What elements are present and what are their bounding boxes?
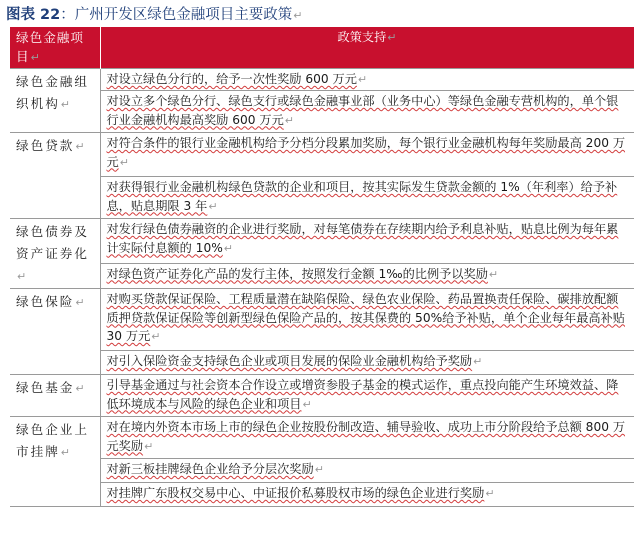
policy-text: 对发行绿色债券融资的企业进行奖励，对每笔债券在存续期内给予利息补贴，贴息比例为每年累计实际付息额的 10% <box>106 222 619 255</box>
policy-cell <box>100 459 634 483</box>
paragraph-mark: ↵ <box>75 296 87 309</box>
table-row <box>10 351 634 375</box>
paragraph-mark: ↵ <box>314 463 324 476</box>
paragraph-mark: ↵ <box>223 241 233 255</box>
policy-text: 对新三板挂牌绿色企业给予分层次奖励 <box>106 462 314 476</box>
policy-table <box>10 27 635 507</box>
policy-text: 对挂牌广东股权交易中心、中证报价私募股权市场的绿色企业进行奖励 <box>106 486 485 500</box>
table-row <box>10 417 634 459</box>
policy-text: 对在境内外资本市场上市的绿色企业按股份制改造、辅导验收、成功上市分阶段给予总额 800 万元奖励 <box>106 420 626 453</box>
paragraph-mark: ↵ <box>30 51 41 64</box>
table-row <box>10 219 634 264</box>
table-body <box>10 69 634 507</box>
paragraph-mark: ↵ <box>485 487 495 500</box>
table-row <box>10 263 634 288</box>
paragraph-mark: ↵ <box>293 9 303 22</box>
header-category-label: 绿色金融项目 <box>16 30 84 64</box>
category-label: 绿色基金 <box>16 380 75 395</box>
policy-text: 引导基金通过与社会资本合作设立或增资参股子基金的模式运作，重点投向能产生环境效益、降低环境成本与风险的绿色企业和项目 <box>106 378 619 411</box>
paragraph-mark: ↵ <box>488 267 499 281</box>
table-row <box>10 133 634 177</box>
category-cell <box>10 219 100 289</box>
header-policy <box>100 27 634 69</box>
category-cell <box>10 69 100 133</box>
header-category <box>10 27 100 69</box>
category-cell <box>10 417 100 507</box>
paragraph-mark: ↵ <box>208 199 218 213</box>
policy-cell <box>100 483 634 507</box>
category-label: 绿色贷款 <box>16 138 75 153</box>
policy-cell <box>100 375 634 417</box>
policy-text: 对设立多个绿色分行、绿色支行或绿色金融事业部（业务中心）等绿色金融专营机构的，单个银行业金融机构最高奖励 600 万元 <box>106 94 619 127</box>
paragraph-mark: ↵ <box>151 330 161 344</box>
header-row <box>10 27 634 69</box>
category-cell <box>10 133 100 219</box>
caption-label: 图表 22 <box>6 7 61 23</box>
policy-cell <box>100 133 634 177</box>
paragraph-mark: ↵ <box>60 446 72 459</box>
policy-text: 对引入保险资金支持绿色企业或项目发展的保险业金融机构给予奖励 <box>106 354 473 368</box>
category-label: 绿色金融组织机构 <box>16 74 89 111</box>
policy-cell <box>100 417 634 459</box>
table-row <box>10 69 634 91</box>
category-cell <box>10 289 100 375</box>
paragraph-mark: ↵ <box>387 31 397 44</box>
table-caption <box>6 4 302 26</box>
table-row <box>10 289 634 351</box>
paragraph-mark: ↵ <box>75 140 87 153</box>
policy-cell <box>100 91 634 133</box>
policy-cell <box>100 289 634 351</box>
paragraph-mark: ↵ <box>17 270 29 283</box>
policy-cell <box>100 263 634 288</box>
policy-cell <box>100 351 634 375</box>
policy-cell <box>100 219 634 264</box>
paragraph-mark: ↵ <box>119 155 129 169</box>
policy-text: 对获得银行业金融机构绿色贷款的企业和项目，按其实际发生贷款金额的 1%（年利率）给予补息，贴息期限 3 年 <box>106 180 618 213</box>
policy-text: 对设立绿色分行的，给予一次性奖励 600 万元 <box>106 72 357 86</box>
paragraph-mark: ↵ <box>75 382 87 395</box>
caption-title: ：广州开发区绿色金融项目主要政策 <box>60 7 293 23</box>
category-label: 绿色企业上市挂牌 <box>16 422 89 459</box>
policy-text: 对购买贷款保证保险、工程质量潜在缺陷保险、绿色农业保险、药品置换责任保险、碳排放配额质押贷款保证保险等创新型绿色保险产品的，按其保费的 50%给予补贴，单个企业每年最高补贴 30 万元 <box>106 292 625 344</box>
paragraph-mark: ↵ <box>144 439 154 453</box>
table-row <box>10 177 634 219</box>
table-row <box>10 91 634 133</box>
paragraph-mark: ↵ <box>473 355 483 368</box>
policy-cell <box>100 177 634 219</box>
paragraph-mark: ↵ <box>302 397 312 411</box>
policy-cell <box>100 69 634 91</box>
paragraph-mark: ↵ <box>60 98 72 111</box>
paragraph-mark: ↵ <box>357 73 368 86</box>
category-label: 绿色保险 <box>16 294 75 309</box>
policy-text: 对符合条件的银行业金融机构给予分档分段累加奖励，每个银行业金融机构每年奖励最高 200 万元 <box>106 136 626 169</box>
table-row <box>10 375 634 417</box>
policy-text: 对绿色资产证券化产品的发行主体，按照发行金额 1‰的比例予以奖励 <box>106 266 488 281</box>
table-row <box>10 459 634 483</box>
table-row <box>10 483 634 507</box>
paragraph-mark: ↵ <box>284 113 294 127</box>
header-policy-label: 政策支持 <box>337 30 387 44</box>
category-label: 绿色债券及资产证券化 <box>16 224 89 261</box>
category-cell <box>10 375 100 417</box>
